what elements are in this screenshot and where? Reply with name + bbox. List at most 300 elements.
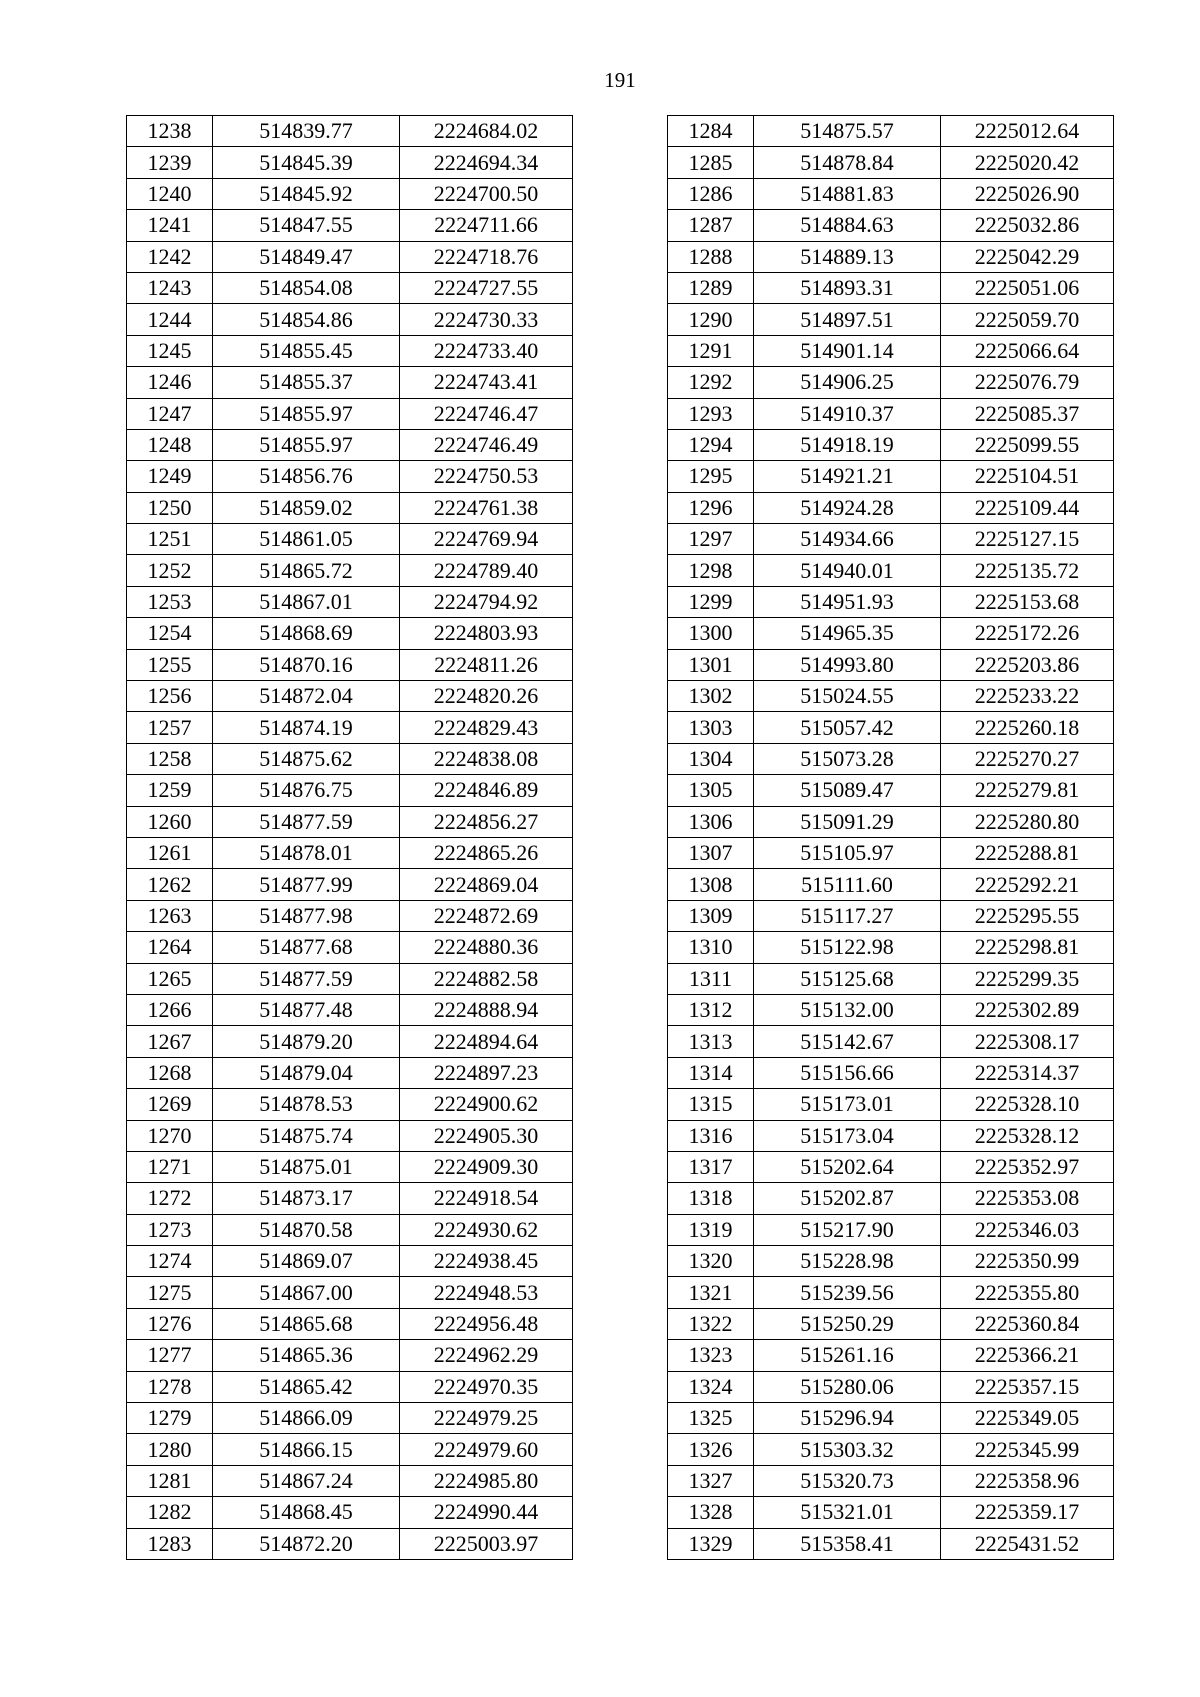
y-coordinate-cell: 2225352.97 [941, 1151, 1114, 1182]
table-row [668, 712, 1114, 743]
table-row [127, 1151, 573, 1182]
x-coordinate-cell: 515358.41 [754, 1528, 941, 1559]
point-number-cell: 1252 [127, 555, 213, 586]
point-number-cell: 1242 [127, 241, 213, 272]
table-row [668, 272, 1114, 303]
table-row [668, 806, 1114, 837]
point-number-cell: 1266 [127, 994, 213, 1025]
point-number-cell: 1270 [127, 1120, 213, 1151]
y-coordinate-cell: 2225172.26 [941, 618, 1114, 649]
coordinates-table-right [667, 115, 1114, 1560]
x-coordinate-cell: 514993.80 [754, 649, 941, 680]
y-coordinate-cell: 2224869.04 [400, 869, 573, 900]
y-coordinate-cell: 2225295.55 [941, 900, 1114, 931]
y-coordinate-cell: 2225302.89 [941, 994, 1114, 1025]
y-coordinate-cell: 2225270.27 [941, 743, 1114, 774]
y-coordinate-cell: 2225353.08 [941, 1183, 1114, 1214]
y-coordinate-cell: 2224948.53 [400, 1277, 573, 1308]
x-coordinate-cell: 515303.32 [754, 1434, 941, 1465]
point-number-cell: 1289 [668, 272, 754, 303]
x-coordinate-cell: 514868.69 [213, 618, 400, 649]
table-row [668, 743, 1114, 774]
y-coordinate-cell: 2225042.29 [941, 241, 1114, 272]
point-number-cell: 1312 [668, 994, 754, 1025]
table-row [127, 272, 573, 303]
table-row [668, 1371, 1114, 1402]
table-row [127, 1434, 573, 1465]
point-number-cell: 1244 [127, 304, 213, 335]
x-coordinate-cell: 515173.01 [754, 1089, 941, 1120]
table-row [668, 869, 1114, 900]
y-coordinate-cell: 2224743.41 [400, 367, 573, 398]
point-number-cell: 1238 [127, 116, 213, 147]
point-number-cell: 1324 [668, 1371, 754, 1402]
x-coordinate-cell: 514873.17 [213, 1183, 400, 1214]
point-number-cell: 1254 [127, 618, 213, 649]
x-coordinate-cell: 514879.04 [213, 1057, 400, 1088]
point-number-cell: 1292 [668, 367, 754, 398]
y-coordinate-cell: 2224888.94 [400, 994, 573, 1025]
x-coordinate-cell: 514906.25 [754, 367, 941, 398]
table-row [668, 1277, 1114, 1308]
table-row [127, 618, 573, 649]
y-coordinate-cell: 2225109.44 [941, 492, 1114, 523]
x-coordinate-cell: 514877.99 [213, 869, 400, 900]
table-row [127, 1057, 573, 1088]
point-number-cell: 1268 [127, 1057, 213, 1088]
point-number-cell: 1273 [127, 1214, 213, 1245]
point-number-cell: 1287 [668, 210, 754, 241]
y-coordinate-cell: 2225003.97 [400, 1528, 573, 1559]
y-coordinate-cell: 2225314.37 [941, 1057, 1114, 1088]
table-row [668, 241, 1114, 272]
table-row [127, 492, 573, 523]
point-number-cell: 1294 [668, 429, 754, 460]
table-row [668, 900, 1114, 931]
point-number-cell: 1275 [127, 1277, 213, 1308]
table-row [127, 241, 573, 272]
table-row [127, 1214, 573, 1245]
point-number-cell: 1319 [668, 1214, 754, 1245]
table-row [127, 147, 573, 178]
y-coordinate-cell: 2224894.64 [400, 1026, 573, 1057]
y-coordinate-cell: 2224733.40 [400, 335, 573, 366]
point-number-cell: 1318 [668, 1183, 754, 1214]
y-coordinate-cell: 2224794.92 [400, 586, 573, 617]
y-coordinate-cell: 2224718.76 [400, 241, 573, 272]
x-coordinate-cell: 514861.05 [213, 524, 400, 555]
x-coordinate-cell: 515321.01 [754, 1497, 941, 1528]
point-number-cell: 1269 [127, 1089, 213, 1120]
table-row [668, 618, 1114, 649]
x-coordinate-cell: 514877.59 [213, 806, 400, 837]
table-row [127, 1403, 573, 1434]
y-coordinate-cell: 2225299.35 [941, 963, 1114, 994]
table-row [668, 1120, 1114, 1151]
x-coordinate-cell: 514901.14 [754, 335, 941, 366]
y-coordinate-cell: 2225350.99 [941, 1246, 1114, 1277]
x-coordinate-cell: 514910.37 [754, 398, 941, 429]
table-row [127, 1089, 573, 1120]
y-coordinate-cell: 2225099.55 [941, 429, 1114, 460]
table-row [127, 869, 573, 900]
y-coordinate-cell: 2225085.37 [941, 398, 1114, 429]
x-coordinate-cell: 514855.97 [213, 429, 400, 460]
table-row [127, 1120, 573, 1151]
x-coordinate-cell: 515125.68 [754, 963, 941, 994]
y-coordinate-cell: 2224750.53 [400, 461, 573, 492]
y-coordinate-cell: 2225359.17 [941, 1497, 1114, 1528]
y-coordinate-cell: 2224803.93 [400, 618, 573, 649]
point-number-cell: 1290 [668, 304, 754, 335]
x-coordinate-cell: 514856.76 [213, 461, 400, 492]
point-number-cell: 1317 [668, 1151, 754, 1182]
table-row [668, 775, 1114, 806]
x-coordinate-cell: 514870.58 [213, 1214, 400, 1245]
x-coordinate-cell: 514876.75 [213, 775, 400, 806]
point-number-cell: 1263 [127, 900, 213, 931]
table-row [127, 932, 573, 963]
table-row [127, 210, 573, 241]
x-coordinate-cell: 514867.01 [213, 586, 400, 617]
table-row [668, 649, 1114, 680]
table-row [127, 335, 573, 366]
x-coordinate-cell: 514872.04 [213, 681, 400, 712]
x-coordinate-cell: 515202.64 [754, 1151, 941, 1182]
point-number-cell: 1262 [127, 869, 213, 900]
y-coordinate-cell: 2224820.26 [400, 681, 573, 712]
x-coordinate-cell: 514879.20 [213, 1026, 400, 1057]
y-coordinate-cell: 2224684.02 [400, 116, 573, 147]
y-coordinate-cell: 2225233.22 [941, 681, 1114, 712]
table-row [668, 1497, 1114, 1528]
y-coordinate-cell: 2225298.81 [941, 932, 1114, 963]
x-coordinate-cell: 514884.63 [754, 210, 941, 241]
x-coordinate-cell: 514878.84 [754, 147, 941, 178]
x-coordinate-cell: 515117.27 [754, 900, 941, 931]
point-number-cell: 1241 [127, 210, 213, 241]
x-coordinate-cell: 514865.36 [213, 1340, 400, 1371]
x-coordinate-cell: 515296.94 [754, 1403, 941, 1434]
x-coordinate-cell: 514897.51 [754, 304, 941, 335]
x-coordinate-cell: 514859.02 [213, 492, 400, 523]
point-number-cell: 1248 [127, 429, 213, 460]
point-number-cell: 1258 [127, 743, 213, 774]
point-number-cell: 1315 [668, 1089, 754, 1120]
table-row [127, 1308, 573, 1339]
y-coordinate-cell: 2224846.89 [400, 775, 573, 806]
x-coordinate-cell: 514866.09 [213, 1403, 400, 1434]
y-coordinate-cell: 2224882.58 [400, 963, 573, 994]
y-coordinate-cell: 2225358.96 [941, 1465, 1114, 1496]
point-number-cell: 1313 [668, 1026, 754, 1057]
x-coordinate-cell: 514951.93 [754, 586, 941, 617]
point-number-cell: 1282 [127, 1497, 213, 1528]
table-row [127, 461, 573, 492]
y-coordinate-cell: 2224905.30 [400, 1120, 573, 1151]
x-coordinate-cell: 514934.66 [754, 524, 941, 555]
y-coordinate-cell: 2224865.26 [400, 837, 573, 868]
x-coordinate-cell: 514868.45 [213, 1497, 400, 1528]
x-coordinate-cell: 514877.68 [213, 932, 400, 963]
x-coordinate-cell: 515073.28 [754, 743, 941, 774]
table-row [668, 524, 1114, 555]
x-coordinate-cell: 515132.00 [754, 994, 941, 1025]
x-coordinate-cell: 514870.16 [213, 649, 400, 680]
point-number-cell: 1295 [668, 461, 754, 492]
table-row [127, 900, 573, 931]
y-coordinate-cell: 2224811.26 [400, 649, 573, 680]
y-coordinate-cell: 2224746.47 [400, 398, 573, 429]
point-number-cell: 1277 [127, 1340, 213, 1371]
x-coordinate-cell: 515091.29 [754, 806, 941, 837]
x-coordinate-cell: 514893.31 [754, 272, 941, 303]
x-coordinate-cell: 514878.01 [213, 837, 400, 868]
point-number-cell: 1310 [668, 932, 754, 963]
y-coordinate-cell: 2224856.27 [400, 806, 573, 837]
table-row [127, 837, 573, 868]
x-coordinate-cell: 514875.01 [213, 1151, 400, 1182]
table-row [668, 994, 1114, 1025]
x-coordinate-cell: 514855.37 [213, 367, 400, 398]
table-row [668, 837, 1114, 868]
table-row [127, 1371, 573, 1402]
x-coordinate-cell: 514865.72 [213, 555, 400, 586]
point-number-cell: 1302 [668, 681, 754, 712]
table-row [668, 586, 1114, 617]
point-number-cell: 1288 [668, 241, 754, 272]
table-row [127, 1340, 573, 1371]
point-number-cell: 1308 [668, 869, 754, 900]
table-row [668, 963, 1114, 994]
point-number-cell: 1298 [668, 555, 754, 586]
point-number-cell: 1240 [127, 178, 213, 209]
point-number-cell: 1300 [668, 618, 754, 649]
y-coordinate-cell: 2225135.72 [941, 555, 1114, 586]
point-number-cell: 1245 [127, 335, 213, 366]
y-coordinate-cell: 2224938.45 [400, 1246, 573, 1277]
point-number-cell: 1276 [127, 1308, 213, 1339]
y-coordinate-cell: 2225076.79 [941, 367, 1114, 398]
table-row [127, 524, 573, 555]
x-coordinate-cell: 514847.55 [213, 210, 400, 241]
point-number-cell: 1284 [668, 116, 754, 147]
point-number-cell: 1321 [668, 1277, 754, 1308]
table-row [668, 210, 1114, 241]
x-coordinate-cell: 514918.19 [754, 429, 941, 460]
x-coordinate-cell: 514855.45 [213, 335, 400, 366]
y-coordinate-cell: 2224829.43 [400, 712, 573, 743]
y-coordinate-cell: 2225349.05 [941, 1403, 1114, 1434]
table-row [127, 1183, 573, 1214]
x-coordinate-cell: 514855.97 [213, 398, 400, 429]
point-number-cell: 1274 [127, 1246, 213, 1277]
x-coordinate-cell: 514965.35 [754, 618, 941, 649]
x-coordinate-cell: 514889.13 [754, 241, 941, 272]
y-coordinate-cell: 2225026.90 [941, 178, 1114, 209]
table-row [127, 806, 573, 837]
y-coordinate-cell: 2225059.70 [941, 304, 1114, 335]
x-coordinate-cell: 514854.86 [213, 304, 400, 335]
y-coordinate-cell: 2225288.81 [941, 837, 1114, 868]
x-coordinate-cell: 514875.74 [213, 1120, 400, 1151]
table-row [127, 994, 573, 1025]
y-coordinate-cell: 2224900.62 [400, 1089, 573, 1120]
x-coordinate-cell: 515122.98 [754, 932, 941, 963]
coordinates-table-left [126, 115, 573, 1560]
y-coordinate-cell: 2224872.69 [400, 900, 573, 931]
table-row [127, 429, 573, 460]
y-coordinate-cell: 2224909.30 [400, 1151, 573, 1182]
table-row [127, 712, 573, 743]
table-row [668, 1246, 1114, 1277]
y-coordinate-cell: 2224789.40 [400, 555, 573, 586]
point-number-cell: 1304 [668, 743, 754, 774]
point-number-cell: 1265 [127, 963, 213, 994]
x-coordinate-cell: 515111.60 [754, 869, 941, 900]
y-coordinate-cell: 2224838.08 [400, 743, 573, 774]
table-row [668, 555, 1114, 586]
y-coordinate-cell: 2225328.12 [941, 1120, 1114, 1151]
table-row [127, 743, 573, 774]
x-coordinate-cell: 515320.73 [754, 1465, 941, 1496]
point-number-cell: 1264 [127, 932, 213, 963]
x-coordinate-cell: 514867.24 [213, 1465, 400, 1496]
point-number-cell: 1278 [127, 1371, 213, 1402]
point-number-cell: 1255 [127, 649, 213, 680]
x-coordinate-cell: 515228.98 [754, 1246, 941, 1277]
x-coordinate-cell: 514875.57 [754, 116, 941, 147]
table-row [127, 1497, 573, 1528]
point-number-cell: 1320 [668, 1246, 754, 1277]
table-row [668, 398, 1114, 429]
y-coordinate-cell: 2225355.80 [941, 1277, 1114, 1308]
x-coordinate-cell: 514865.42 [213, 1371, 400, 1402]
y-coordinate-cell: 2224956.48 [400, 1308, 573, 1339]
point-number-cell: 1329 [668, 1528, 754, 1559]
y-coordinate-cell: 2224761.38 [400, 492, 573, 523]
point-number-cell: 1267 [127, 1026, 213, 1057]
point-number-cell: 1297 [668, 524, 754, 555]
x-coordinate-cell: 514854.08 [213, 272, 400, 303]
point-number-cell: 1239 [127, 147, 213, 178]
table-row [668, 1214, 1114, 1245]
point-number-cell: 1325 [668, 1403, 754, 1434]
x-coordinate-cell: 515156.66 [754, 1057, 941, 1088]
table-row [127, 681, 573, 712]
y-coordinate-cell: 2224990.44 [400, 1497, 573, 1528]
table-row [668, 335, 1114, 366]
y-coordinate-cell: 2225020.42 [941, 147, 1114, 178]
y-coordinate-cell: 2225366.21 [941, 1340, 1114, 1371]
point-number-cell: 1280 [127, 1434, 213, 1465]
table-row [127, 116, 573, 147]
point-number-cell: 1285 [668, 147, 754, 178]
x-coordinate-cell: 514872.20 [213, 1528, 400, 1559]
table-row [668, 1340, 1114, 1371]
table-row [127, 398, 573, 429]
y-coordinate-cell: 2225203.86 [941, 649, 1114, 680]
point-number-cell: 1307 [668, 837, 754, 868]
x-coordinate-cell: 514940.01 [754, 555, 941, 586]
y-coordinate-cell: 2224985.80 [400, 1465, 573, 1496]
point-number-cell: 1243 [127, 272, 213, 303]
point-number-cell: 1281 [127, 1465, 213, 1496]
x-coordinate-cell: 515217.90 [754, 1214, 941, 1245]
table-row [668, 1403, 1114, 1434]
point-number-cell: 1311 [668, 963, 754, 994]
y-coordinate-cell: 2225153.68 [941, 586, 1114, 617]
y-coordinate-cell: 2225346.03 [941, 1214, 1114, 1245]
y-coordinate-cell: 2225357.15 [941, 1371, 1114, 1402]
x-coordinate-cell: 515202.87 [754, 1183, 941, 1214]
table-row [127, 304, 573, 335]
x-coordinate-cell: 514866.15 [213, 1434, 400, 1465]
point-number-cell: 1327 [668, 1465, 754, 1496]
x-coordinate-cell: 515173.04 [754, 1120, 941, 1151]
y-coordinate-cell: 2225280.80 [941, 806, 1114, 837]
table-row [668, 147, 1114, 178]
x-coordinate-cell: 515089.47 [754, 775, 941, 806]
table-row [668, 304, 1114, 335]
table-row [668, 932, 1114, 963]
point-number-cell: 1260 [127, 806, 213, 837]
point-number-cell: 1247 [127, 398, 213, 429]
table-row [668, 1528, 1114, 1559]
y-coordinate-cell: 2225032.86 [941, 210, 1114, 241]
point-number-cell: 1257 [127, 712, 213, 743]
x-coordinate-cell: 514849.47 [213, 241, 400, 272]
point-number-cell: 1314 [668, 1057, 754, 1088]
table-row [668, 367, 1114, 398]
x-coordinate-cell: 514845.39 [213, 147, 400, 178]
y-coordinate-cell: 2224694.34 [400, 147, 573, 178]
x-coordinate-cell: 515280.06 [754, 1371, 941, 1402]
x-coordinate-cell: 514878.53 [213, 1089, 400, 1120]
y-coordinate-cell: 2224880.36 [400, 932, 573, 963]
point-number-cell: 1286 [668, 178, 754, 209]
y-coordinate-cell: 2224897.23 [400, 1057, 573, 1088]
point-number-cell: 1305 [668, 775, 754, 806]
point-number-cell: 1283 [127, 1528, 213, 1559]
point-number-cell: 1322 [668, 1308, 754, 1339]
y-coordinate-cell: 2224930.62 [400, 1214, 573, 1245]
point-number-cell: 1296 [668, 492, 754, 523]
table-row [668, 1434, 1114, 1465]
point-number-cell: 1251 [127, 524, 213, 555]
table-row [127, 555, 573, 586]
point-number-cell: 1309 [668, 900, 754, 931]
table-row [668, 461, 1114, 492]
y-coordinate-cell: 2224746.49 [400, 429, 573, 460]
point-number-cell: 1256 [127, 681, 213, 712]
table-row [668, 1308, 1114, 1339]
table-row [127, 649, 573, 680]
x-coordinate-cell: 514881.83 [754, 178, 941, 209]
point-number-cell: 1253 [127, 586, 213, 617]
point-number-cell: 1261 [127, 837, 213, 868]
table-row [668, 492, 1114, 523]
table-row [668, 1026, 1114, 1057]
table-row [668, 178, 1114, 209]
x-coordinate-cell: 514845.92 [213, 178, 400, 209]
x-coordinate-cell: 514874.19 [213, 712, 400, 743]
x-coordinate-cell: 514867.00 [213, 1277, 400, 1308]
y-coordinate-cell: 2224918.54 [400, 1183, 573, 1214]
y-coordinate-cell: 2224727.55 [400, 272, 573, 303]
table-row [127, 1026, 573, 1057]
y-coordinate-cell: 2225104.51 [941, 461, 1114, 492]
